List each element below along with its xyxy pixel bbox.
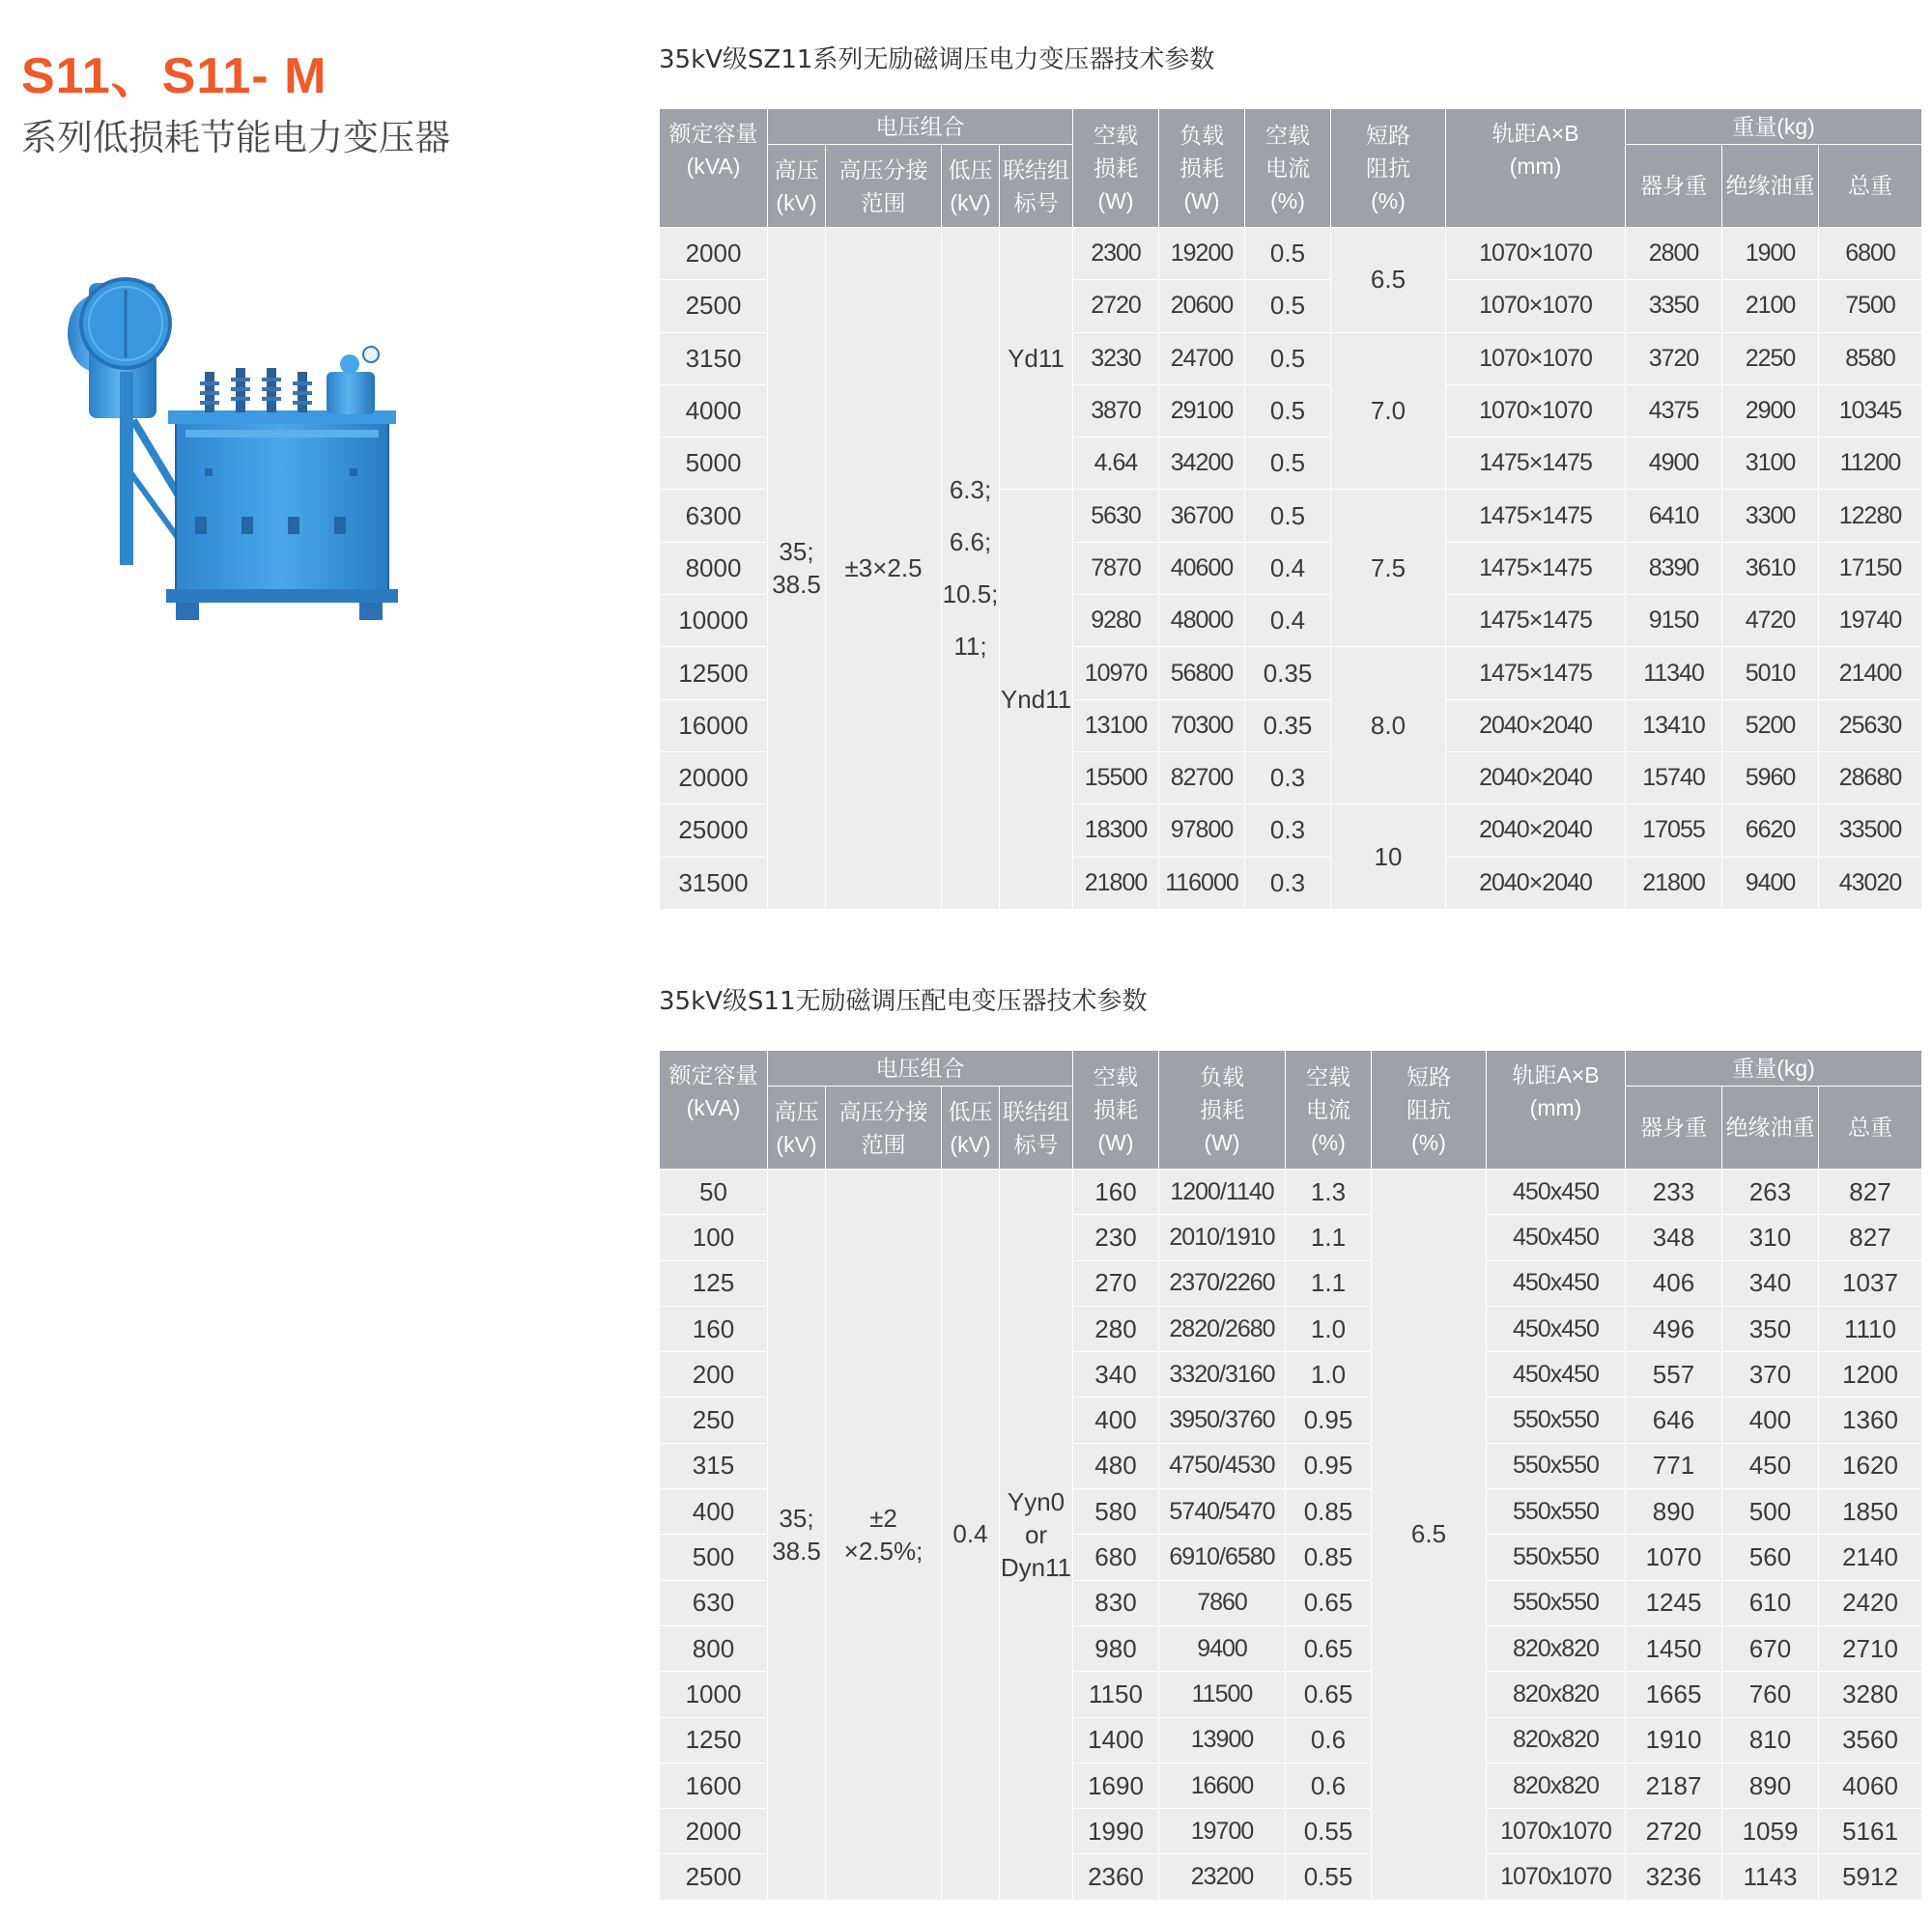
th-impedance: 短路 阻抗 (%)	[1331, 109, 1446, 228]
cell-noload-loss: 1990	[1073, 1809, 1159, 1854]
cell-body-weight: 2720	[1626, 1809, 1722, 1854]
cell-total-weight: 12280	[1819, 490, 1922, 542]
cell-load-loss: 1200/1140	[1159, 1170, 1286, 1215]
page-subtitle: 系列低损耗节能电力变压器	[21, 117, 450, 158]
transformer-image	[60, 275, 437, 647]
cell-noload-loss: 3870	[1073, 384, 1159, 437]
cell-gauge: 550x550	[1487, 1580, 1626, 1625]
cell-noload-loss: 4.64	[1073, 438, 1159, 490]
th-lv: 低压 (kV)	[942, 145, 1000, 228]
cell-total-weight: 21400	[1819, 647, 1922, 699]
cell-noload-current: 0.5	[1245, 228, 1331, 280]
cell-body-weight: 8390	[1626, 542, 1722, 594]
cell-gauge: 450x450	[1487, 1306, 1626, 1351]
cell-gauge: 2040×2040	[1446, 699, 1626, 751]
th-weight-group: 重量(kg)	[1626, 1051, 1922, 1087]
cell-capacity: 630	[660, 1580, 768, 1625]
cell-load-loss: 2370/2260	[1159, 1260, 1286, 1306]
cell-body-weight: 15740	[1626, 751, 1722, 804]
cell-noload-current: 0.85	[1286, 1535, 1372, 1580]
cell-oil-weight: 1143	[1722, 1854, 1819, 1900]
th-oil-weight: 绝缘油重	[1722, 1087, 1819, 1170]
cell-load-loss: 97800	[1159, 805, 1245, 857]
cell-oil-weight: 2900	[1722, 384, 1819, 437]
cell-noload-current: 0.85	[1286, 1489, 1372, 1535]
th-hv: 高压 (kV)	[768, 1087, 826, 1170]
cell-total-weight: 33500	[1819, 805, 1922, 857]
cell-noload-loss: 680	[1073, 1535, 1159, 1580]
cell-noload-loss: 5630	[1073, 490, 1159, 542]
cell-gauge: 450x450	[1487, 1352, 1626, 1398]
cell-gauge: 550x550	[1487, 1443, 1626, 1488]
cell-vector-yd11: Yd11	[1000, 228, 1073, 490]
cell-load-loss: 20600	[1159, 280, 1245, 332]
cell-noload-current: 0.95	[1286, 1398, 1372, 1443]
cell-total-weight: 17150	[1819, 542, 1922, 594]
cell-body-weight: 233	[1626, 1170, 1722, 1215]
th-noload-loss: 空载 损耗 (W)	[1073, 109, 1159, 228]
cell-body-weight: 11340	[1626, 647, 1722, 699]
cell-noload-current: 0.55	[1286, 1854, 1372, 1900]
cell-gauge: 550x550	[1487, 1535, 1626, 1580]
th-vector: 联结组 标号	[1000, 145, 1073, 228]
cell-body-weight: 2800	[1626, 228, 1722, 280]
th-noload-loss: 空载 损耗 (W)	[1073, 1051, 1159, 1170]
cell-lv-merged: 0.4	[942, 1170, 1000, 1901]
cell-capacity: 25000	[660, 805, 768, 857]
cell-noload-loss: 10970	[1073, 647, 1159, 699]
cell-body-weight: 771	[1626, 1443, 1722, 1488]
cell-oil-weight: 670	[1722, 1625, 1819, 1671]
cell-noload-current: 0.5	[1245, 490, 1331, 542]
cell-total-weight: 5161	[1819, 1809, 1922, 1854]
cell-capacity: 125	[660, 1260, 768, 1306]
cell-noload-current: 1.1	[1286, 1215, 1372, 1260]
cell-impedance: 6.5	[1331, 228, 1446, 333]
cell-total-weight: 25630	[1819, 699, 1922, 751]
th-impedance: 短路 阻抗 (%)	[1372, 1051, 1487, 1170]
cell-oil-weight: 263	[1722, 1170, 1819, 1215]
cell-impedance: 10	[1331, 805, 1446, 910]
cell-impedance: 7.0	[1331, 332, 1446, 490]
cell-load-loss: 3950/3760	[1159, 1398, 1286, 1443]
cell-body-weight: 496	[1626, 1306, 1722, 1351]
cell-noload-loss: 13100	[1073, 699, 1159, 751]
cell-gauge: 550x550	[1487, 1489, 1626, 1535]
cell-total-weight: 3280	[1819, 1672, 1922, 1717]
cell-capacity: 2500	[660, 280, 768, 332]
cell-gauge: 450x450	[1487, 1170, 1626, 1215]
cell-oil-weight: 810	[1722, 1717, 1819, 1763]
cell-oil-weight: 2250	[1722, 332, 1819, 384]
cell-noload-loss: 400	[1073, 1398, 1159, 1443]
th-tap: 高压分接 范围	[826, 1087, 942, 1170]
cell-noload-current: 1.3	[1286, 1170, 1372, 1215]
spec-table-s11	[659, 1050, 1922, 1901]
cell-gauge: 550x550	[1487, 1398, 1626, 1443]
cell-tap-merged: ±3×2.5	[826, 228, 942, 910]
cell-hv-merged: 35; 38.5	[768, 228, 826, 910]
th-body-weight: 器身重	[1626, 1087, 1722, 1170]
cell-total-weight: 1620	[1819, 1443, 1922, 1488]
cell-noload-current: 0.35	[1245, 699, 1331, 751]
cell-capacity: 200	[660, 1352, 768, 1398]
cell-noload-loss: 9280	[1073, 595, 1159, 647]
cell-hv-merged: 35; 38.5	[768, 1170, 826, 1901]
cell-total-weight: 1850	[1819, 1489, 1922, 1535]
cell-oil-weight: 350	[1722, 1306, 1819, 1351]
cell-load-loss: 34200	[1159, 438, 1245, 490]
cell-capacity: 2000	[660, 228, 768, 280]
cell-load-loss: 36700	[1159, 490, 1245, 542]
cell-oil-weight: 560	[1722, 1535, 1819, 1580]
cell-capacity: 6300	[660, 490, 768, 542]
cell-gauge: 1070x1070	[1487, 1854, 1626, 1900]
cell-total-weight: 1200	[1819, 1352, 1922, 1398]
cell-noload-current: 0.3	[1245, 857, 1331, 909]
table-row	[660, 228, 1922, 280]
cell-noload-current: 0.6	[1286, 1717, 1372, 1763]
cell-body-weight: 2187	[1626, 1763, 1722, 1808]
cell-body-weight: 646	[1626, 1398, 1722, 1443]
cell-body-weight: 1665	[1626, 1672, 1722, 1717]
cell-body-weight: 3236	[1626, 1854, 1722, 1900]
cell-noload-loss: 580	[1073, 1489, 1159, 1535]
cell-load-loss: 19700	[1159, 1809, 1286, 1854]
cell-capacity: 50	[660, 1170, 768, 1215]
cell-load-loss: 9400	[1159, 1625, 1286, 1671]
cell-gauge: 820x820	[1487, 1625, 1626, 1671]
cell-body-weight: 3720	[1626, 332, 1722, 384]
cell-load-loss: 48000	[1159, 595, 1245, 647]
cell-oil-weight: 1059	[1722, 1809, 1819, 1854]
cell-body-weight: 4900	[1626, 438, 1722, 490]
cell-capacity: 16000	[660, 699, 768, 751]
cell-oil-weight: 400	[1722, 1398, 1819, 1443]
cell-capacity: 5000	[660, 438, 768, 490]
cell-oil-weight: 5200	[1722, 699, 1819, 751]
cell-oil-weight: 6620	[1722, 805, 1819, 857]
cell-noload-current: 0.3	[1245, 751, 1331, 804]
cell-oil-weight: 3610	[1722, 542, 1819, 594]
cell-noload-loss: 2360	[1073, 1854, 1159, 1900]
cell-total-weight: 3560	[1819, 1717, 1922, 1763]
cell-body-weight: 17055	[1626, 805, 1722, 857]
cell-gauge: 1475×1475	[1446, 438, 1626, 490]
cell-total-weight: 1360	[1819, 1398, 1922, 1443]
th-gauge: 轨距A×B (mm)	[1487, 1051, 1626, 1170]
cell-noload-current: 1.0	[1286, 1352, 1372, 1398]
cell-capacity: 1000	[660, 1672, 768, 1717]
cell-noload-current: 0.55	[1286, 1809, 1372, 1854]
cell-capacity: 1600	[660, 1763, 768, 1808]
cell-load-loss: 11500	[1159, 1672, 1286, 1717]
cell-gauge: 1475×1475	[1446, 595, 1626, 647]
cell-noload-loss: 270	[1073, 1260, 1159, 1306]
cell-oil-weight: 340	[1722, 1260, 1819, 1306]
cell-noload-current: 0.65	[1286, 1580, 1372, 1625]
cell-vector-merged: Yyn0 or Dyn11	[1000, 1170, 1073, 1901]
table1-caption: 35kV级SZ11系列无励磁调压电力变压器技术参数	[659, 45, 1215, 74]
cell-oil-weight: 3100	[1722, 438, 1819, 490]
cell-noload-loss: 830	[1073, 1580, 1159, 1625]
cell-load-loss: 5740/5470	[1159, 1489, 1286, 1535]
cell-body-weight: 3350	[1626, 280, 1722, 332]
th-noload-current: 空载 电流 (%)	[1245, 109, 1331, 228]
cell-total-weight: 7500	[1819, 280, 1922, 332]
cell-total-weight: 2710	[1819, 1625, 1922, 1671]
cell-oil-weight: 610	[1722, 1580, 1819, 1625]
cell-noload-loss: 230	[1073, 1215, 1159, 1260]
cell-capacity: 400	[660, 1489, 768, 1535]
cell-load-loss: 2010/1910	[1159, 1215, 1286, 1260]
cell-gauge: 1475×1475	[1446, 647, 1626, 699]
cell-capacity: 1250	[660, 1717, 768, 1763]
cell-oil-weight: 3300	[1722, 490, 1819, 542]
cell-body-weight: 1245	[1626, 1580, 1722, 1625]
cell-noload-loss: 340	[1073, 1352, 1159, 1398]
cell-body-weight: 21800	[1626, 857, 1722, 909]
cell-noload-loss: 18300	[1073, 805, 1159, 857]
cell-gauge: 1070×1070	[1446, 384, 1626, 437]
cell-total-weight: 19740	[1819, 595, 1922, 647]
cell-gauge: 450x450	[1487, 1215, 1626, 1260]
cell-load-loss: 3320/3160	[1159, 1352, 1286, 1398]
cell-total-weight: 827	[1819, 1170, 1922, 1215]
cell-noload-loss: 3230	[1073, 332, 1159, 384]
cell-oil-weight: 9400	[1722, 857, 1819, 909]
cell-capacity: 12500	[660, 647, 768, 699]
cell-body-weight: 13410	[1626, 699, 1722, 751]
cell-gauge: 2040×2040	[1446, 805, 1626, 857]
cell-impedance: 7.5	[1331, 490, 1446, 647]
cell-gauge: 1475×1475	[1446, 490, 1626, 542]
cell-body-weight: 1450	[1626, 1625, 1722, 1671]
cell-load-loss: 4750/4530	[1159, 1443, 1286, 1488]
cell-noload-loss: 480	[1073, 1443, 1159, 1488]
cell-noload-current: 0.65	[1286, 1625, 1372, 1671]
cell-load-loss: 29100	[1159, 384, 1245, 437]
cell-total-weight: 2140	[1819, 1535, 1922, 1580]
cell-total-weight: 8580	[1819, 332, 1922, 384]
cell-total-weight: 827	[1819, 1215, 1922, 1260]
cell-noload-loss: 1400	[1073, 1717, 1159, 1763]
cell-load-loss: 23200	[1159, 1854, 1286, 1900]
cell-oil-weight: 450	[1722, 1443, 1819, 1488]
cell-oil-weight: 370	[1722, 1352, 1819, 1398]
cell-load-loss: 70300	[1159, 699, 1245, 751]
cell-total-weight: 43020	[1819, 857, 1922, 909]
cell-capacity: 4000	[660, 384, 768, 437]
cell-tap-merged: ±2 ×2.5%;	[826, 1170, 942, 1901]
cell-noload-current: 0.6	[1286, 1763, 1372, 1808]
cell-total-weight: 5912	[1819, 1854, 1922, 1900]
cell-capacity: 800	[660, 1625, 768, 1671]
cell-body-weight: 348	[1626, 1215, 1722, 1260]
th-oil-weight: 绝缘油重	[1722, 145, 1819, 228]
th-tap: 高压分接 范围	[826, 145, 942, 228]
cell-body-weight: 9150	[1626, 595, 1722, 647]
cell-oil-weight: 2100	[1722, 280, 1819, 332]
th-voltage-group: 电压组合	[768, 1051, 1073, 1087]
cell-noload-loss: 2300	[1073, 228, 1159, 280]
th-capacity: 额定容量 (kVA)	[660, 1051, 768, 1170]
cell-capacity: 500	[660, 1535, 768, 1580]
th-noload-current: 空载 电流 (%)	[1286, 1051, 1372, 1170]
cell-body-weight: 6410	[1626, 490, 1722, 542]
cell-noload-current: 0.4	[1245, 542, 1331, 594]
cell-lv-merged: 6.3; 6.6; 10.5; 11;	[942, 228, 1000, 910]
cell-load-loss: 6910/6580	[1159, 1535, 1286, 1580]
cell-noload-current: 1.1	[1286, 1260, 1372, 1306]
cell-capacity: 3150	[660, 332, 768, 384]
spec-table-sz11	[659, 108, 1922, 910]
cell-oil-weight: 760	[1722, 1672, 1819, 1717]
cell-load-loss: 24700	[1159, 332, 1245, 384]
th-gauge: 轨距A×B (mm)	[1446, 109, 1626, 228]
cell-gauge: 1070×1070	[1446, 280, 1626, 332]
cell-gauge: 820x820	[1487, 1717, 1626, 1763]
cell-load-loss: 82700	[1159, 751, 1245, 804]
th-voltage-group: 电压组合	[768, 109, 1073, 145]
cell-load-loss: 56800	[1159, 647, 1245, 699]
cell-vector-ynd11: Ynd11	[1000, 490, 1073, 909]
cell-capacity: 2000	[660, 1809, 768, 1854]
cell-total-weight: 1110	[1819, 1306, 1922, 1351]
cell-gauge: 820x820	[1487, 1763, 1626, 1808]
cell-noload-current: 0.5	[1245, 384, 1331, 437]
cell-load-loss: 7860	[1159, 1580, 1286, 1625]
cell-noload-loss: 7870	[1073, 542, 1159, 594]
page-title: S11、S11- M	[21, 48, 327, 104]
th-body-weight: 器身重	[1626, 145, 1722, 228]
cell-oil-weight: 5960	[1722, 751, 1819, 804]
cell-capacity: 31500	[660, 857, 768, 909]
th-total-weight: 总重	[1819, 145, 1922, 228]
th-capacity: 额定容量 (kVA)	[660, 109, 768, 228]
table2-caption: 35kV级S11无励磁调压配电变压器技术参数	[659, 987, 1148, 1016]
cell-impedance: 8.0	[1331, 647, 1446, 805]
th-vector: 联结组 标号	[1000, 1087, 1073, 1170]
cell-noload-current: 0.35	[1245, 647, 1331, 699]
cell-oil-weight: 500	[1722, 1489, 1819, 1535]
cell-total-weight: 2420	[1819, 1580, 1922, 1625]
cell-noload-current: 0.5	[1245, 280, 1331, 332]
cell-noload-loss: 1150	[1073, 1672, 1159, 1717]
cell-total-weight: 1037	[1819, 1260, 1922, 1306]
cell-capacity: 250	[660, 1398, 768, 1443]
th-load-loss: 负载 损耗 (W)	[1159, 109, 1245, 228]
cell-capacity: 315	[660, 1443, 768, 1488]
cell-load-loss: 19200	[1159, 228, 1245, 280]
cell-noload-loss: 2720	[1073, 280, 1159, 332]
cell-body-weight: 1070	[1626, 1535, 1722, 1580]
cell-oil-weight: 1900	[1722, 228, 1819, 280]
cell-body-weight: 4375	[1626, 384, 1722, 437]
cell-total-weight: 11200	[1819, 438, 1922, 490]
cell-body-weight: 1910	[1626, 1717, 1722, 1763]
cell-gauge: 1070×1070	[1446, 228, 1626, 280]
cell-gauge: 450x450	[1487, 1260, 1626, 1306]
cell-total-weight: 4060	[1819, 1763, 1922, 1808]
cell-load-loss: 2820/2680	[1159, 1306, 1286, 1351]
th-weight-group: 重量(kg)	[1626, 109, 1922, 145]
cell-noload-loss: 280	[1073, 1306, 1159, 1351]
cell-gauge: 1070x1070	[1487, 1809, 1626, 1854]
cell-noload-loss: 21800	[1073, 857, 1159, 909]
cell-noload-current: 0.4	[1245, 595, 1331, 647]
th-lv: 低压 (kV)	[942, 1087, 1000, 1170]
cell-capacity: 20000	[660, 751, 768, 804]
cell-noload-current: 0.5	[1245, 438, 1331, 490]
cell-body-weight: 890	[1626, 1489, 1722, 1535]
cell-capacity: 160	[660, 1306, 768, 1351]
cell-capacity: 100	[660, 1215, 768, 1260]
cell-capacity: 10000	[660, 595, 768, 647]
cell-load-loss: 16600	[1159, 1763, 1286, 1808]
cell-gauge: 820x820	[1487, 1672, 1626, 1717]
cell-total-weight: 6800	[1819, 228, 1922, 280]
cell-gauge: 2040×2040	[1446, 751, 1626, 804]
cell-noload-loss: 1690	[1073, 1763, 1159, 1808]
cell-total-weight: 28680	[1819, 751, 1922, 804]
cell-noload-current: 0.65	[1286, 1672, 1372, 1717]
cell-noload-loss: 15500	[1073, 751, 1159, 804]
cell-noload-loss: 980	[1073, 1625, 1159, 1671]
th-hv: 高压 (kV)	[768, 145, 826, 228]
table-row	[660, 1170, 1922, 1215]
cell-total-weight: 10345	[1819, 384, 1922, 437]
cell-body-weight: 406	[1626, 1260, 1722, 1306]
cell-body-weight: 557	[1626, 1352, 1722, 1398]
cell-noload-current: 0.3	[1245, 805, 1331, 857]
cell-oil-weight: 310	[1722, 1215, 1819, 1260]
cell-load-loss: 40600	[1159, 542, 1245, 594]
th-load-loss: 负载 损耗 (W)	[1159, 1051, 1286, 1170]
cell-oil-weight: 4720	[1722, 595, 1819, 647]
cell-load-loss: 116000	[1159, 857, 1245, 909]
cell-load-loss: 13900	[1159, 1717, 1286, 1763]
th-total-weight: 总重	[1819, 1087, 1922, 1170]
cell-noload-current: 0.5	[1245, 332, 1331, 384]
cell-gauge: 2040×2040	[1446, 857, 1626, 909]
cell-noload-current: 1.0	[1286, 1306, 1372, 1351]
cell-noload-loss: 160	[1073, 1170, 1159, 1215]
cell-gauge: 1070×1070	[1446, 332, 1626, 384]
cell-gauge: 1475×1475	[1446, 542, 1626, 594]
cell-oil-weight: 5010	[1722, 647, 1819, 699]
cell-oil-weight: 890	[1722, 1763, 1819, 1808]
cell-capacity: 2500	[660, 1854, 768, 1900]
cell-impedance: 6.5	[1372, 1170, 1487, 1901]
cell-noload-current: 0.95	[1286, 1443, 1372, 1488]
cell-capacity: 8000	[660, 542, 768, 594]
